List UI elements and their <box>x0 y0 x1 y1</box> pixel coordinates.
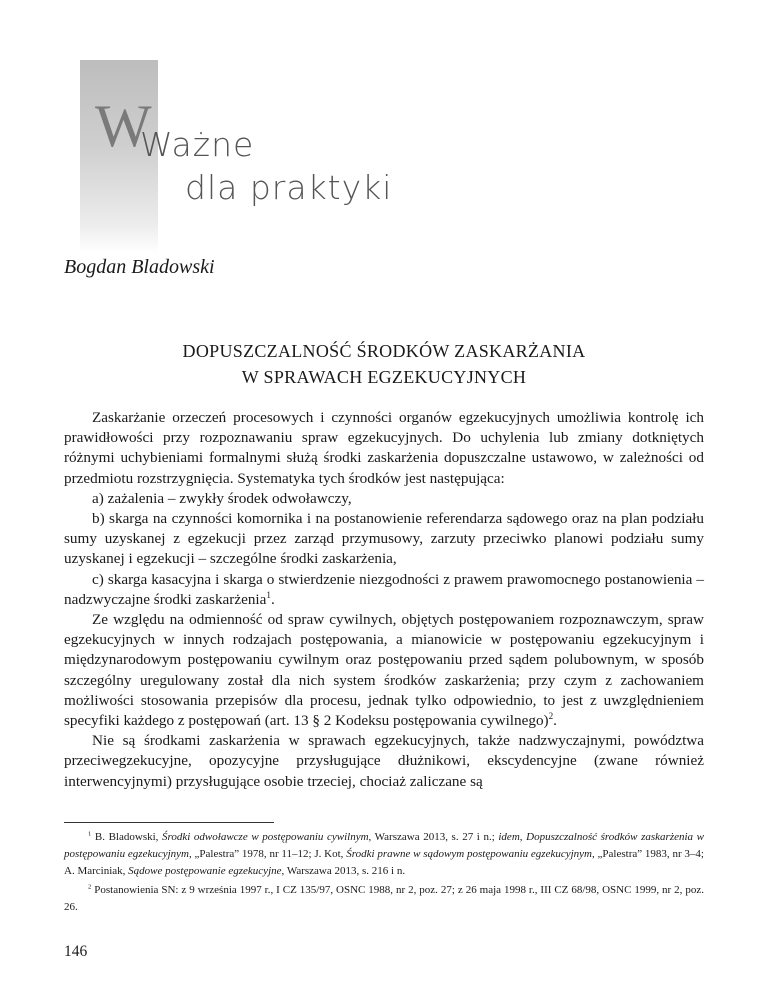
paragraph-2-text: Ze względu na odmienność od spraw cywilnych, objętych postępowaniem rozpoznawczym, spraw egzekucyjnych w innych rodzajach postępowania, a mianowicie w postępowaniu egzekucyjnym i międzynarodowym postępowaniu cywilnym oraz postępowaniu przed sądem polubownym, w sposób szczególny uregulowany został dla nich system środków zaskarżenia; przy czym z zachowaniem możliwości stosowania przepisów dla procesu, jednak tylko odpowiednio, to jest z uwzględnieniem specyfiki każdego z postępowań (art. 13 § 2 Kodeksu postępowania cywilnego) <box>64 611 704 730</box>
fn1-part-a: B. Bladowski, <box>94 831 163 843</box>
fn1-part-i: , „Palestra” 1983, nr 3–4; A. Marciniak, <box>64 848 704 877</box>
article-body <box>64 408 704 792</box>
fn1-part-j: Sądowe postępowanie egzekucyjne, <box>128 865 285 877</box>
author-name: Bogdan Bladowski <box>64 256 215 278</box>
fn1-part-h: Środki prawne w sądowym postępowaniu egzekucyjnym <box>346 848 592 860</box>
section-title-line1: Ważne <box>140 125 255 164</box>
fn1-part-k: Warszawa 2013, s. 216 i n. <box>284 865 406 877</box>
paragraph-2-end: . <box>553 712 557 730</box>
page-number: 146 <box>64 943 88 960</box>
footnote-ref-1[interactable]: 1 <box>266 589 271 600</box>
fn1-part-c: , Warszawa 2013, s. 27 i n.; <box>368 831 499 843</box>
list-item-c-text: c) skarga kasacyjna i skarga o stwierdzenie niezgodności z prawem prawomocnego postanowienia – nadzwyczajne środki zaskarżenia <box>64 570 704 608</box>
list-item-a: a) zażalenia – zwykły środek odwoławczy, <box>92 489 352 507</box>
article-title-line1: DOPUSZCZALNOŚĆ ŚRODKÓW ZASKARŻANIA <box>182 341 586 361</box>
footnote-2 <box>64 882 704 916</box>
fn1-part-b: Środki odwoławcze w postępowaniu cywilnym <box>162 831 369 843</box>
list-item-c <box>64 570 704 610</box>
fn1-part-f: Dopuszczalność środków zaskarżenia w postępowaniu egzekucyjnym <box>64 831 704 860</box>
section-title-line2: dla praktyki <box>185 168 393 207</box>
fn1-part-d: idem <box>498 831 520 843</box>
list-item-b: b) skarga na czynności komornika i na postanowienie referendarza sądowego oraz na plan podziału sumy uzyskanej z egzekucji przez zarząd przymusowy, zarzuty przeciwko planowi podziału sumy uzyskanej i egzekucji – szczególne środki zaskarżenia, <box>64 510 704 568</box>
fn1-part-g: , „Palestra” 1978, nr 11–12; J. Kot, <box>188 848 347 860</box>
article-title <box>64 338 704 390</box>
footnotes <box>64 829 704 918</box>
footnote-ref-2[interactable]: 2 <box>548 710 554 721</box>
fn1-part-e: , <box>519 831 527 843</box>
paragraph-intro: Zaskarżanie orzeczeń procesowych i czynności organów egzekucyjnych umożliwia kontrolę ich prawidłowości przy rozpoznawaniu spraw egzekucyjnych. Do uchylenia lub zmiany dotkniętych różnymi uchybieniami formalnymi służą środki zaskarżenia dopuszczalne ustawowo, w zależności od przedmiotu rozstrzygnięcia. Systematyka tych środków jest następująca: <box>64 409 704 487</box>
footnote-divider <box>64 822 274 823</box>
footnote-2-text: Postanowienia SN: z 9 września 1997 r., I CZ 135/97, OSNC 1988, nr 2, poz. 27; z 26 maja 1998 r., III CZ 68/98, OSNC 1999, nr 2, poz. 26. <box>64 884 704 913</box>
footnote-2-number: 2 <box>88 883 92 891</box>
list-item-c-end: . <box>270 590 275 608</box>
article-title-line2: W SPRAWACH EGZEKUCYJNYCH <box>241 367 527 387</box>
footnote-1 <box>64 829 704 880</box>
paragraph-3: Nie są środkami zaskarżenia w sprawach egzekucyjnych, także nadzwyczajnymi, powództwa przeciwegzekucyjne, opozycyjne przysługujące dłużnikowi, ekscydencyjne (zwane również interwencyjnymi) przysługujące osobie trzeciej, chociaż zaliczane są <box>64 732 704 790</box>
paragraph-2 <box>64 610 704 731</box>
footnote-1-number: 1 <box>88 830 92 838</box>
section-initial: W <box>95 93 152 159</box>
